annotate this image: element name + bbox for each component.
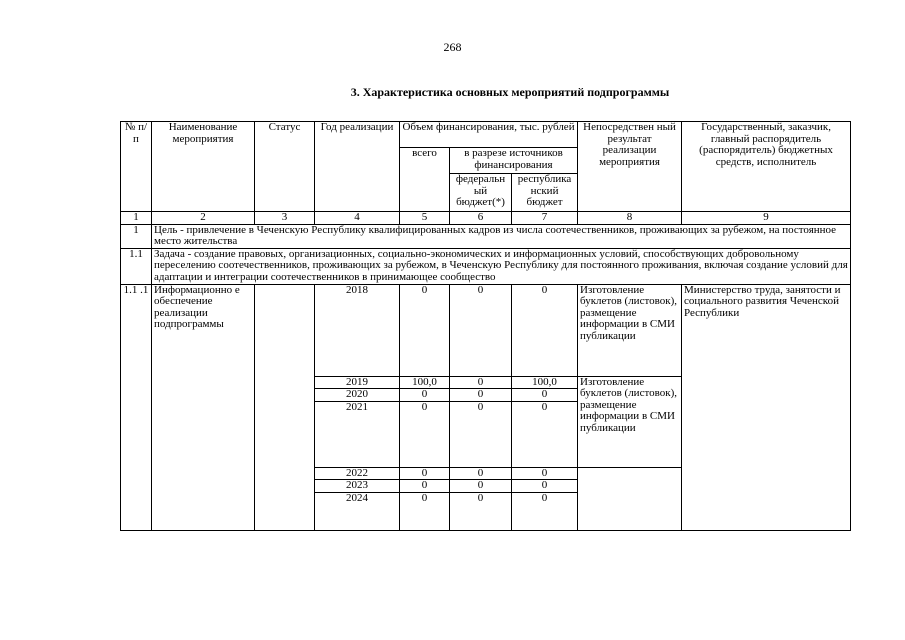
total-cell: 0 xyxy=(400,492,450,530)
measure-num: 1.1 .1 xyxy=(121,284,152,530)
executor-cell: Министерство труда, занятости и социального развития Чеченской Республики xyxy=(682,284,851,530)
header-federal: федеральн ый бюджет(*) xyxy=(450,174,512,212)
goal-text: Цель - привлечение в Чеченскую Республику квалифицированных кадров из числа соотечественников, проживающих за рубежом, на постоянное место жительства xyxy=(152,224,851,248)
year-cell: 2020 xyxy=(315,389,400,402)
header-executor: Государственный, заказчик, главный распорядитель (распорядитель) бюджетных средств, исполнитель xyxy=(682,122,851,212)
republic-cell: 0 xyxy=(512,467,578,480)
federal-cell: 0 xyxy=(450,376,512,389)
col-number: 7 xyxy=(512,212,578,225)
column-numbers-row xyxy=(121,212,851,225)
year-cell: 2018 xyxy=(315,284,400,376)
republic-cell: 100,0 xyxy=(512,376,578,389)
republic-cell: 0 xyxy=(512,389,578,402)
col-number: 6 xyxy=(450,212,512,225)
federal-cell: 0 xyxy=(450,492,512,530)
total-cell: 100,0 xyxy=(400,376,450,389)
year-cell: 2024 xyxy=(315,492,400,530)
republic-cell: 0 xyxy=(512,480,578,493)
year-cell: 2023 xyxy=(315,480,400,493)
federal-cell: 0 xyxy=(450,284,512,376)
republic-cell: 0 xyxy=(512,401,578,467)
total-cell: 0 xyxy=(400,401,450,467)
task-num: 1.1 xyxy=(121,248,152,284)
goal-row xyxy=(121,224,851,248)
total-cell: 0 xyxy=(400,284,450,376)
col-number: 8 xyxy=(578,212,682,225)
year-cell: 2022 xyxy=(315,467,400,480)
col-number: 3 xyxy=(255,212,315,225)
col-number: 4 xyxy=(315,212,400,225)
year-cell: 2021 xyxy=(315,401,400,467)
measure-status xyxy=(255,284,315,530)
header-total: всего xyxy=(400,148,450,212)
federal-cell: 0 xyxy=(450,467,512,480)
measure-name: Информационно е обеспечение реализации подпрограммы xyxy=(152,284,255,530)
header-num: № п/п xyxy=(121,122,152,212)
header-result: Непосредствен ный результат реализации мероприятия xyxy=(578,122,682,212)
federal-cell: 0 xyxy=(450,480,512,493)
task-row xyxy=(121,248,851,284)
republic-cell: 0 xyxy=(512,492,578,530)
header-finance: Объем финансирования, тыс. рублей xyxy=(400,122,578,148)
federal-cell: 0 xyxy=(450,401,512,467)
header-status: Статус xyxy=(255,122,315,212)
header-year: Год реализации xyxy=(315,122,400,212)
republic-cell: 0 xyxy=(512,284,578,376)
header-republic: республика нский бюджет xyxy=(512,174,578,212)
federal-cell: 0 xyxy=(450,389,512,402)
col-number: 5 xyxy=(400,212,450,225)
header-name: Наименование мероприятия xyxy=(152,122,255,212)
goal-num: 1 xyxy=(121,224,152,248)
total-cell: 0 xyxy=(400,467,450,480)
result-cell-empty xyxy=(578,467,682,530)
table-row xyxy=(121,284,851,376)
section-title: 3. Характеристика основных мероприятий подпрограммы xyxy=(350,85,670,99)
total-cell: 0 xyxy=(400,480,450,493)
task-text: Задача - создание правовых, организационных, социально-экономических и информационных условий, способствующих добровольному переселению соотечественников, проживающих за рубежом, в Чеченскую Республику для постоянного проживания, включая создание условий для адаптации и интеграции соотечественников в принимающее сообщество xyxy=(152,248,851,284)
year-cell: 2019 xyxy=(315,376,400,389)
col-number: 9 xyxy=(682,212,851,225)
total-cell: 0 xyxy=(400,389,450,402)
col-number: 1 xyxy=(121,212,152,225)
col-number: 2 xyxy=(152,212,255,225)
page-number: 268 xyxy=(443,40,462,54)
header-by-source: в разрезе источников финансирования xyxy=(450,148,578,174)
measures-table xyxy=(120,121,851,531)
result-cell: Изготовление буклетов (листовок), размещение информации в СМИ публикации xyxy=(578,376,682,467)
result-cell: Изготовление буклетов (листовок), размещение информации в СМИ публикации xyxy=(578,284,682,376)
